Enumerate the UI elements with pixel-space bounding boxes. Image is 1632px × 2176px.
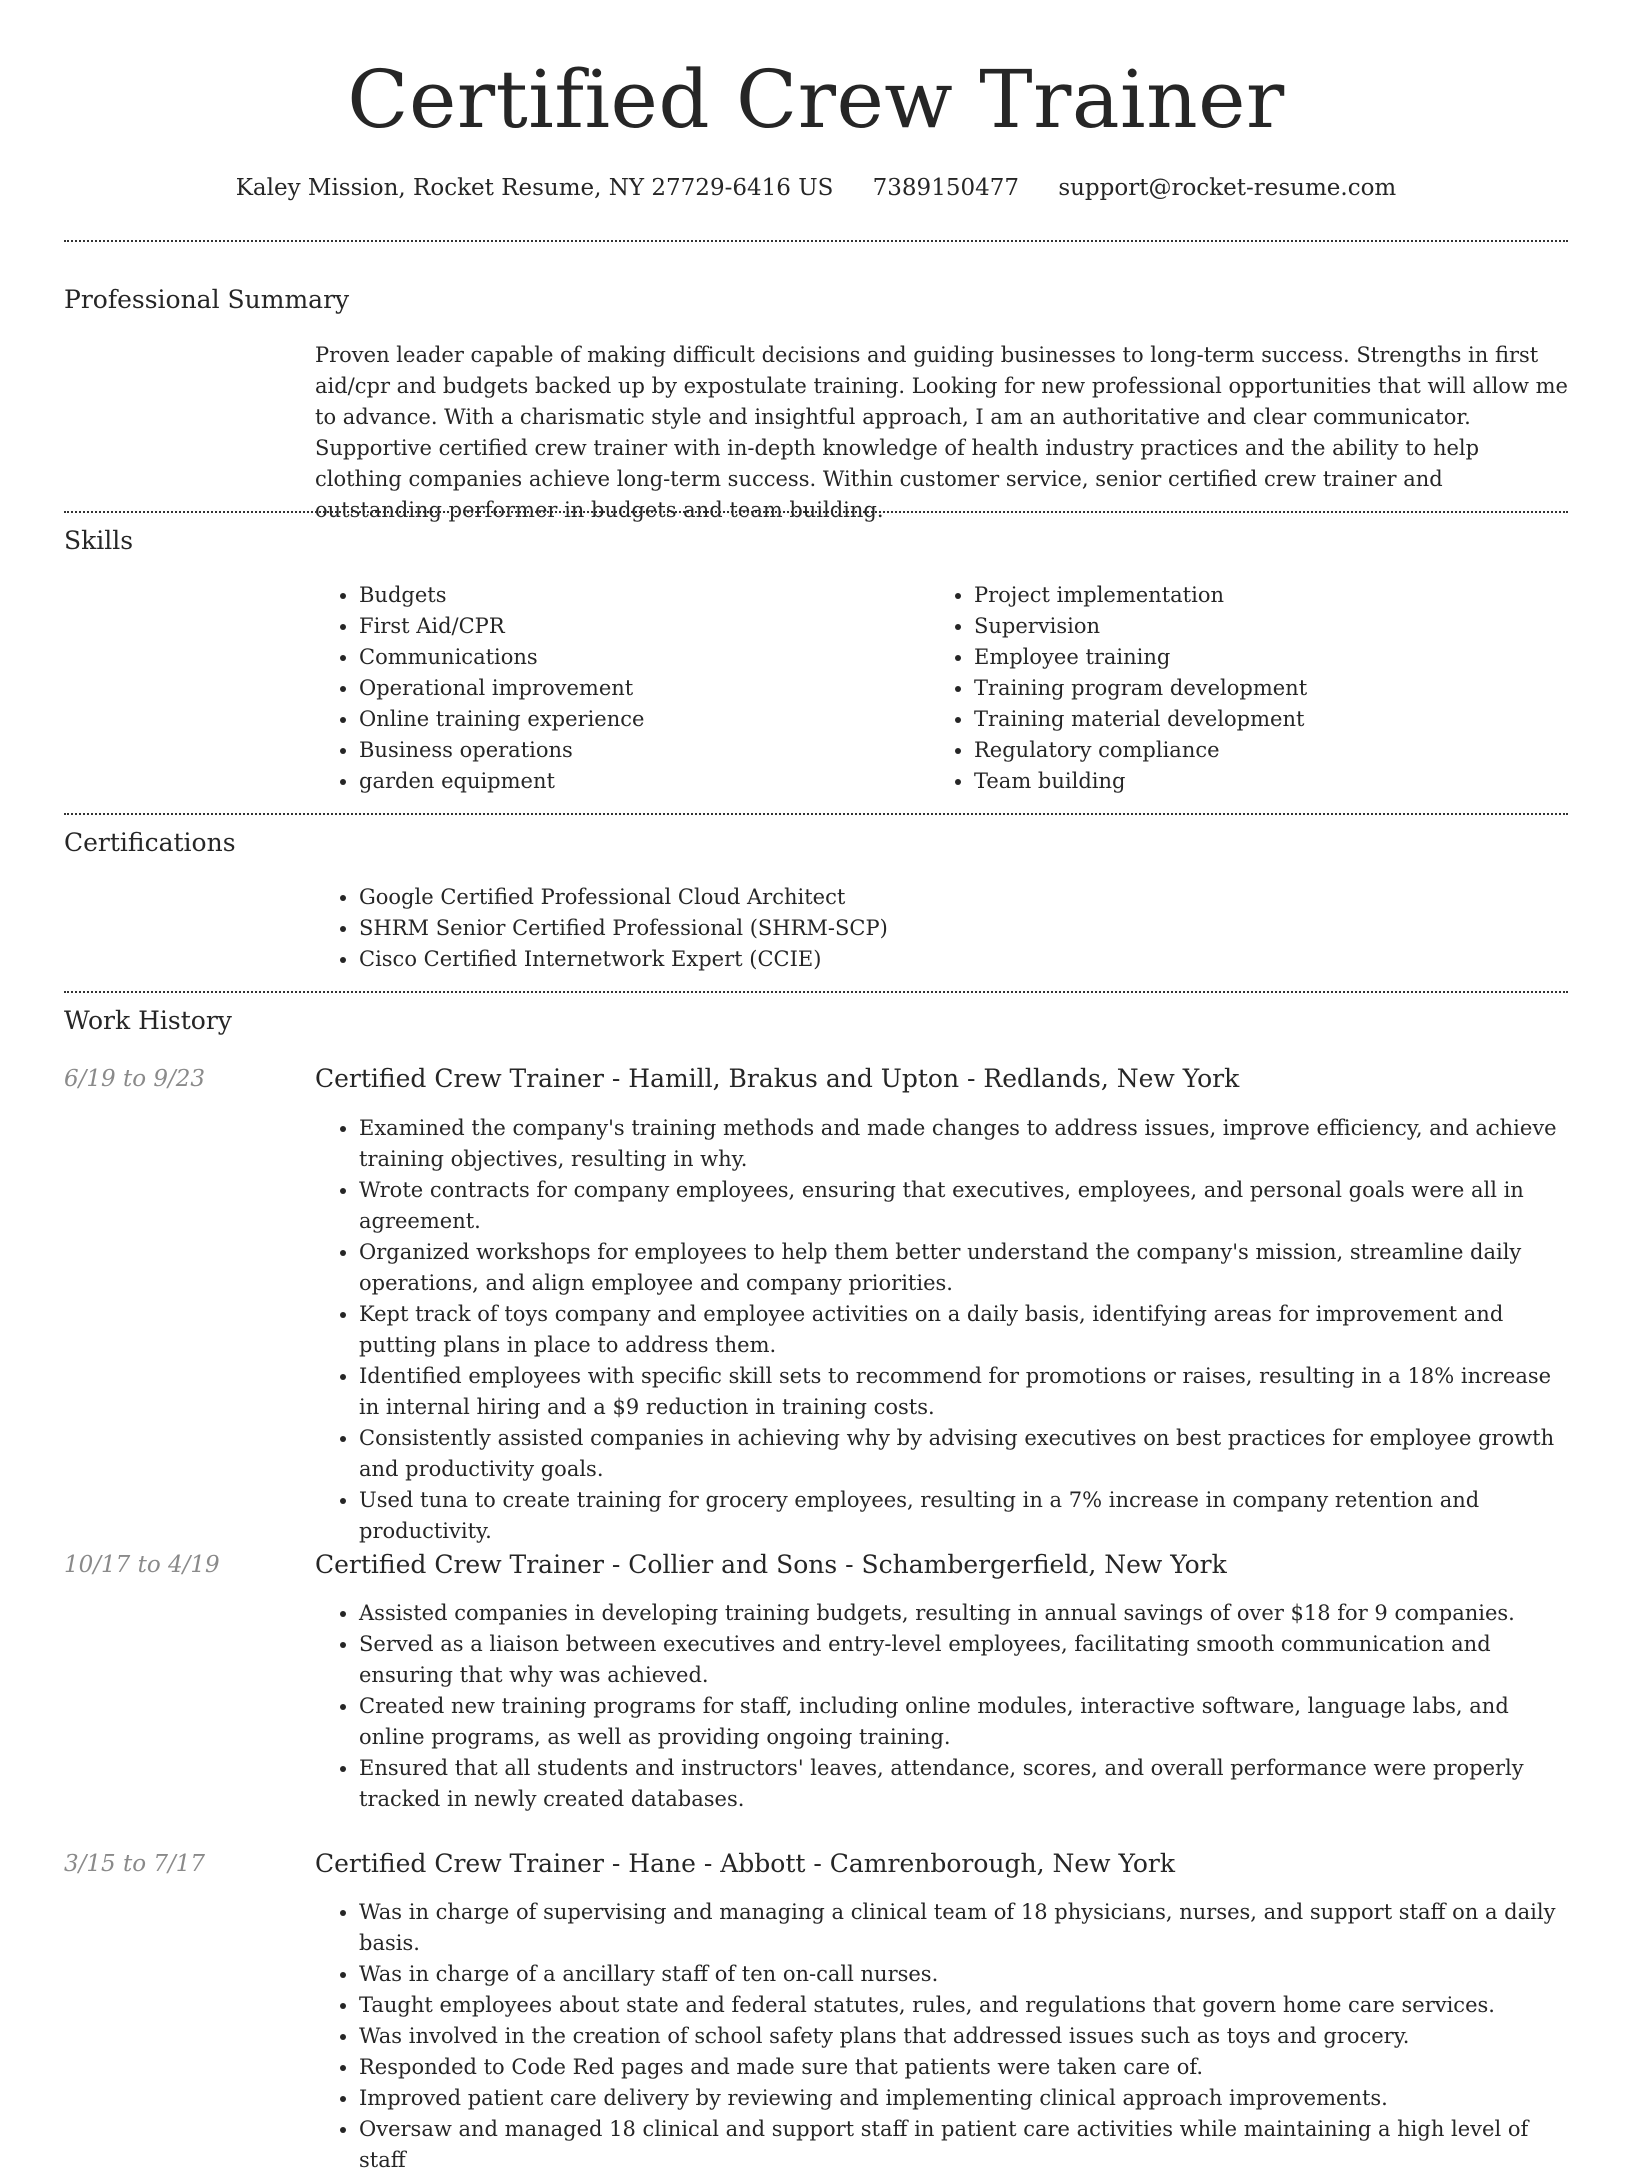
list-item: • Operational improvement (359, 673, 915, 704)
contact-email: support@rocket-resume.com (1058, 175, 1397, 201)
list-item: • Training material development (974, 704, 1530, 735)
list-item: • Cisco Certified Internetwork Expert (CCIE) (359, 944, 1568, 975)
list-item: • Used tuna to create training for grocery employees, resulting in a 7% increase in company retention and productivity. (359, 1485, 1568, 1547)
list-item: • Taught employees about state and federal statutes, rules, and regulations that govern home care services. (359, 1990, 1568, 2021)
list-item: • Assisted companies in developing training budgets, resulting in annual savings of over $18 for 9 companies. (359, 1598, 1568, 1629)
list-item: • Identified employees with specific skill sets to recommend for promotions or raises, resulting in a 18% increase in internal hiring and a $9 reduction in training costs. (359, 1361, 1568, 1423)
list-item: • Regulatory compliance (974, 735, 1530, 766)
list-item: • garden equipment (359, 766, 915, 797)
list-item: • Supervision (974, 611, 1530, 642)
list-item: • Online training experience (359, 704, 915, 735)
job-dates: 10/17 to 4/19 (64, 1552, 220, 1578)
list-item: • Created new training programs for staff, including online modules, interactive software, language labs, and online programs, as well as providing ongoing training. (359, 1691, 1568, 1753)
job-bullet-list (315, 1598, 1568, 1815)
section-title-work-history: Work History (64, 1006, 232, 1035)
summary-text: Proven leader capable of making difficult decisions and guiding businesses to long-term success. Strengths in first aid/cpr and budgets backed up by expostulate training. Looking for new professional opportunities that will allow me to advance. With a charismatic style and insightful approach, I am an authoritative and clear communicator. Supportive certified crew trainer with in-depth knowledge of health industry practices and the ability to help clothing companies achieve long-term success. Within customer service, senior certified crew trainer and outstanding performer in budgets and team building. (315, 343, 1568, 522)
section-title-summary: Professional Summary (64, 285, 350, 314)
job-dates: 6/19 to 9/23 (64, 1066, 206, 1092)
list-item: • Served as a liaison between executives and entry-level employees, facilitating smooth communication and ensuring that why was achieved. (359, 1629, 1568, 1691)
certifications-block (315, 882, 1568, 975)
list-item: • Examined the company's training methods and made changes to address issues, improve efficiency, and achieve training objectives, resulting in why. (359, 1113, 1568, 1175)
list-item: • Kept track of toys company and employee activities on a daily basis, identifying areas for improvement and putting plans in place to address them. (359, 1299, 1568, 1361)
skills-column-left (315, 580, 915, 797)
job-bullets (315, 1897, 1568, 2176)
list-item: • Was in charge of supervising and managing a clinical team of 18 physicians, nurses, and support staff on a daily basis. (359, 1897, 1568, 1959)
list-item: • Budgets (359, 580, 915, 611)
section-title-certifications: Certifications (64, 828, 236, 857)
list-item: • Business operations (359, 735, 915, 766)
list-item: • Improved patient care delivery by reviewing and implementing clinical approach improvements. (359, 2083, 1568, 2114)
job-dates: 3/15 to 7/17 (64, 1851, 206, 1877)
list-item: • Employee training (974, 642, 1530, 673)
job-title: Certified Crew Trainer - Hamill, Brakus and Upton - Redlands, New York (315, 1064, 1240, 1093)
list-item: • Oversaw and managed 18 clinical and support staff in patient care activities while maintaining a high level of staff (359, 2114, 1568, 2176)
list-item: • Communications (359, 642, 915, 673)
list-item: • Wrote contracts for company employees, ensuring that executives, employees, and personal goals were all in agreement. (359, 1175, 1568, 1237)
list-item: • Training program development (974, 673, 1530, 704)
divider (64, 813, 1568, 815)
divider (64, 511, 1568, 513)
job-bullets (315, 1598, 1568, 1815)
list-item: • Consistently assisted companies in achieving why by advising executives on best practices for employee growth and productivity goals. (359, 1423, 1568, 1485)
skills-column-right (930, 580, 1530, 797)
divider (64, 240, 1568, 242)
job-bullet-list (315, 1113, 1568, 1547)
contact-address: Kaley Mission, Rocket Resume, NY 27729-6416 US (235, 175, 834, 201)
job-bullet-list (315, 1897, 1568, 2176)
list-item: • Was in charge of a ancillary staff of ten on-call nurses. (359, 1959, 1568, 1990)
list-item: • Organized workshops for employees to help them better understand the company's mission, streamline daily operations, and align employee and company priorities. (359, 1237, 1568, 1299)
list-item: • Team building (974, 766, 1530, 797)
divider (64, 991, 1568, 993)
certifications-list (315, 882, 1568, 975)
skills-list-left (315, 580, 915, 797)
list-item: • Ensured that all students and instructors' leaves, attendance, scores, and overall performance were properly tracked in newly created databases. (359, 1753, 1568, 1815)
job-title: Certified Crew Trainer - Hane - Abbott - Camrenborough, New York (315, 1849, 1175, 1878)
contact-phone: 7389150477 (872, 175, 1019, 201)
list-item: • First Aid/CPR (359, 611, 915, 642)
list-item: • SHRM Senior Certified Professional (SHRM-SCP) (359, 913, 1568, 944)
job-title: Certified Crew Trainer - Collier and Sons - Schambergerfield, New York (315, 1550, 1227, 1579)
job-bullets (315, 1113, 1568, 1547)
list-item: • Was involved in the creation of school safety plans that addressed issues such as toys and grocery. (359, 2021, 1568, 2052)
contact-line (0, 170, 1632, 206)
list-item: • Project implementation (974, 580, 1530, 611)
section-title-skills: Skills (64, 526, 134, 555)
list-item: • Responded to Code Red pages and made sure that patients were taken care of. (359, 2052, 1568, 2083)
list-item: • Google Certified Professional Cloud Architect (359, 882, 1568, 913)
resume-name: Certified Crew Trainer (347, 53, 1285, 146)
skills-list-right (930, 580, 1530, 797)
